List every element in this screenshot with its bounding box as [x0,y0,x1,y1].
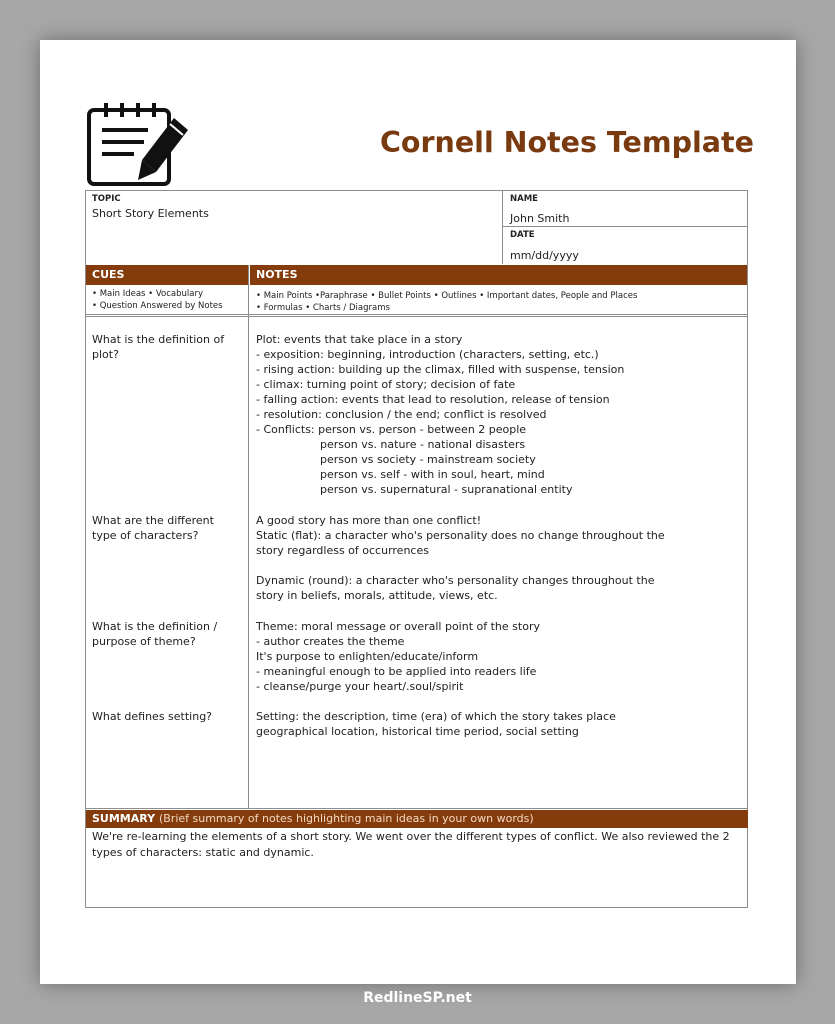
notepad-pencil-icon [86,100,190,188]
date-value[interactable]: mm/dd/yyyy [510,249,579,262]
name-date-divider [502,226,748,227]
notes-plot: Plot: events that take place in a story - exposition: beginning, introduction (characters, setting, etc.) - rising action: building up the climax, filled with suspense, tension - climax: turning point of story; decision of fate - falling action: events that lead to resolution, release of tension - resolution: conclusion / the end; conflict is resolved - Conflicts: person vs. person - between 2 people person vs. nature - national disasters person vs society - mainstream society person vs. self - with in soul, heart, mind person vs. supernatural - supranational entity [256,333,625,496]
name-value[interactable]: John Smith [510,212,570,225]
summary-divider [86,808,748,809]
topic-label: TOPIC [92,194,121,204]
cue-plot: What is the definition of plot? [92,333,225,361]
hint-divider [86,314,748,315]
summary-label: SUMMARY [92,812,156,825]
site-watermark: RedlineSP.net [363,990,472,1006]
notes-setting: Setting: the description, time (era) of which the story takes place geographical location, historical time period, social setting [256,710,616,738]
cues-hint: • Main Ideas • Vocabulary • Question Answered by Notes [92,289,223,311]
summary-hint: (Brief summary of notes highlighting main ideas in your own words) [158,812,534,825]
date-label: DATE [510,230,535,240]
summary-text[interactable]: We're re-learning the elements of a short story. We went over the different types of conflict. We also reviewed the 2 types of characters: static and dynamic. [92,830,730,859]
summary-header [86,810,748,828]
header-divider [502,190,503,264]
notes-theme: Theme: moral message or overall point of the story - author creates the theme It's purpose to enlighten/educate/inform - meaningful enough to be applied into readers life - cleanse/purge your heart/.soul/spirit [256,620,540,693]
topic-value[interactable]: Short Story Elements [92,207,209,220]
cues-header: CUES [86,265,248,285]
notes-header: NOTES [250,265,747,285]
document-page [40,40,796,984]
cues-notes-divider [248,265,249,809]
cue-setting: What defines setting? [92,710,213,723]
notes-hint: • Main Points •Paraphrase • Bullet Points • Outlines • Important dates, People and Places • Formulas • Charts / Diagrams [256,291,638,313]
cue-characters: What are the different type of characters? [92,514,214,542]
page-title: Cornell Notes Template [380,126,754,159]
hint-divider-2 [86,316,748,317]
notes-characters: A good story has more than one conflict! Static (flat): a character who's personality does no change throughout the story regardless of occurrences Dynamic (round): a character who's personality changes throughout the story in beliefs, morals, attitude, views, etc. [256,514,665,602]
cue-theme: What is the definition / purpose of theme? [92,620,218,648]
name-label: NAME [510,194,538,204]
